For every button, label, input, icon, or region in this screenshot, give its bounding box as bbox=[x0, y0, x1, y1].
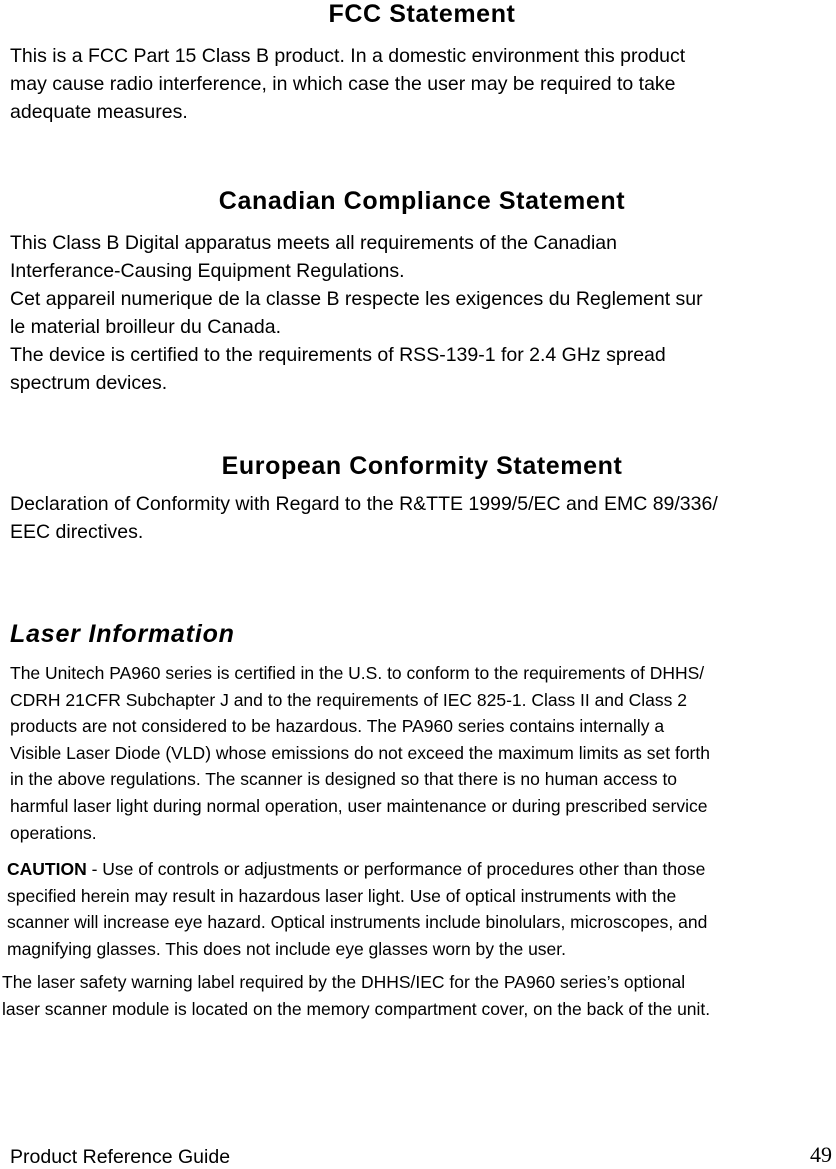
canadian-line-4: le material broilleur du Canada. bbox=[10, 316, 281, 338]
laser-line-7: operations. bbox=[10, 822, 97, 843]
footer-guide-title: Product Reference Guide bbox=[10, 1146, 231, 1168]
laser-label-paragraph bbox=[2, 969, 710, 1022]
caution-line-3: scanner will increase eye hazard. Optical instruments include binolulars, microscopes, and bbox=[7, 912, 708, 933]
canadian-line-6: spectrum devices. bbox=[10, 372, 168, 394]
laser-title: Laser Information bbox=[10, 620, 235, 648]
canadian-line-1: This Class B Digital apparatus meets all requirements of the Canadian bbox=[10, 232, 617, 254]
fcc-title: FCC Statement bbox=[328, 0, 516, 28]
caution-line-1 bbox=[7, 856, 707, 883]
fcc-line-3: adequate measures. bbox=[10, 101, 188, 123]
laser-line-3: products are not considered to be hazardous. The PA960 series contains internally a bbox=[10, 716, 665, 737]
caution-line-4: magnifying glasses. This does not include eye glasses worn by the user. bbox=[7, 938, 567, 959]
laser-line-4: Visible Laser Diode (VLD) whose emissions do not exceed the maximum limits as set forth bbox=[10, 742, 710, 763]
european-line-1: Declaration of Conformity with Regard to the R&TTE 1999/5/EC and EMC 89/336/ bbox=[10, 493, 718, 515]
laser-line-2: CDRH 21CFR Subchapter J and to the requirements of IEC 825-1. Class II and Class 2 bbox=[10, 689, 687, 710]
caution-line-2: specified herein may result in hazardous laser light. Use of optical instruments with the bbox=[7, 885, 677, 906]
canadian-line-5: The device is certified to the requirements of RSS-139-1 for 2.4 GHz spread bbox=[10, 344, 666, 366]
european-title: European Conformity Statement bbox=[221, 452, 623, 480]
laser-line-5: in the above regulations. The scanner is designed so that there is no human access to bbox=[10, 769, 678, 790]
caution-label: CAUTION bbox=[7, 859, 87, 879]
european-line-2: EEC directives. bbox=[10, 521, 144, 543]
fcc-paragraph bbox=[10, 42, 685, 126]
laser-paragraph bbox=[10, 660, 710, 846]
canadian-line-3: Cet appareil numerique de la classe B respecte les exigences du Reglement sur bbox=[10, 288, 703, 310]
caution-paragraph bbox=[7, 856, 707, 962]
canadian-line-2: Interferance-Causing Equipment Regulations. bbox=[10, 260, 405, 282]
caution-line-1-text: - Use of controls or adjustments or performance of procedures other than those bbox=[86, 859, 706, 879]
fcc-line-1: This is a FCC Part 15 Class B product. In a domestic environment this product bbox=[10, 45, 686, 67]
canadian-paragraph bbox=[10, 229, 703, 397]
laser-label-line-1: The laser safety warning label required by the DHHS/IEC for the PA960 series’s optional bbox=[2, 972, 686, 992]
page-number: 49 bbox=[810, 1142, 832, 1167]
laser-line-1: The Unitech PA960 series is certified in the U.S. to conform to the requirements of DHHS/ bbox=[10, 663, 705, 683]
laser-label-line-2: laser scanner module is located on the memory compartment cover, on the back of the unit. bbox=[2, 998, 711, 1019]
european-paragraph bbox=[10, 490, 718, 546]
canadian-title: Canadian Compliance Statement bbox=[218, 187, 626, 215]
fcc-line-2: may cause radio interference, in which case the user may be required to take bbox=[10, 73, 676, 95]
laser-line-6: harmful laser light during normal operation, user maintenance or during prescribed service bbox=[10, 795, 708, 816]
